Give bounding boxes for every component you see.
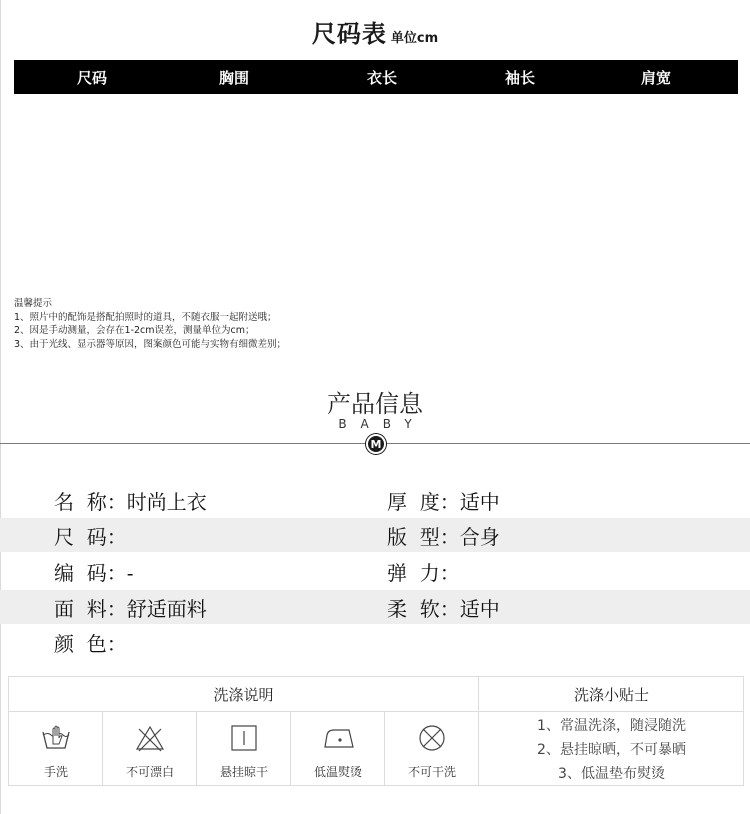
washing-table — [8, 676, 744, 786]
hand-wash-icon — [41, 724, 71, 752]
washing-tips-list — [479, 714, 744, 786]
hang-dry-icon — [229, 724, 259, 752]
info-left: 名 称：时尚上衣 — [54, 489, 207, 514]
tips-line: 1、照片中的配饰是搭配拍照时的道具，不随衣服一起附送哦； — [14, 311, 277, 323]
size-col-size: 尺码 — [76, 68, 107, 87]
info-row — [0, 625, 750, 659]
size-col-chest: 胸围 — [218, 68, 249, 87]
no-bleach-icon — [135, 724, 165, 752]
info-left: 尺 码： — [54, 524, 127, 549]
info-right: 版 型：合身 — [387, 524, 500, 549]
care-symbol-nobleach — [103, 712, 197, 785]
care-label: 低温熨烫 — [313, 765, 362, 779]
washing-tip: 3、低温垫布熨烫 — [558, 766, 665, 782]
table-divider — [478, 711, 744, 712]
washing-tip: 2、悬挂晾晒，不可暴晒 — [537, 742, 686, 758]
care-label: 手洗 — [43, 765, 68, 779]
info-right: 柔 软：适中 — [387, 596, 500, 621]
size-chart-title-text: 尺码表 — [311, 20, 387, 48]
size-chart-body — [14, 94, 738, 284]
low-iron-icon — [323, 724, 357, 752]
care-symbol-hangdry — [197, 712, 291, 785]
size-chart-unit: 单位cm — [390, 31, 439, 46]
size-col-shoulder: 肩宽 — [640, 68, 671, 87]
care-symbol-handwash — [9, 712, 103, 785]
info-row — [0, 554, 750, 588]
info-left: 编 码：- — [54, 560, 134, 585]
washing-heading: 洗涤说明 — [213, 685, 274, 704]
info-left: 面 料：舒适面料 — [54, 596, 207, 621]
tips-heading: 温馨提示 — [14, 298, 53, 309]
tips-line: 2、因是手动测量，会存在1-2cm误差，测量单位为cm； — [14, 325, 255, 336]
product-info-title: 产品信息 — [327, 390, 423, 418]
product-info-subtitle: BABY — [338, 417, 426, 431]
care-symbol-nodryclean — [385, 712, 479, 785]
info-right: 厚 度：适中 — [387, 489, 500, 514]
tips-line: 3、由于光线、显示器等原因，图案颜色可能与实物有细微差别； — [14, 338, 287, 350]
care-label: 悬挂晾干 — [219, 765, 268, 779]
tips-block — [14, 297, 286, 351]
size-chart-title — [0, 14, 750, 49]
size-col-length: 衣长 — [366, 68, 397, 87]
size-chart-header — [14, 60, 738, 94]
info-row — [0, 590, 750, 624]
size-badge: M — [366, 434, 386, 454]
care-label: 不可漂白 — [125, 765, 174, 779]
info-row — [0, 518, 750, 552]
washing-tip: 1、常温洗涤，随浸随洗 — [537, 718, 686, 734]
no-dry-clean-icon — [417, 724, 447, 752]
info-left: 颜 色： — [54, 631, 127, 656]
info-row — [0, 483, 750, 517]
info-right: 弹 力： — [387, 560, 460, 585]
washing-tips-heading: 洗涤小贴士 — [573, 685, 649, 704]
care-label: 不可干洗 — [407, 765, 456, 779]
care-symbol-lowiron — [291, 712, 385, 785]
size-col-sleeve: 袖长 — [504, 68, 535, 87]
